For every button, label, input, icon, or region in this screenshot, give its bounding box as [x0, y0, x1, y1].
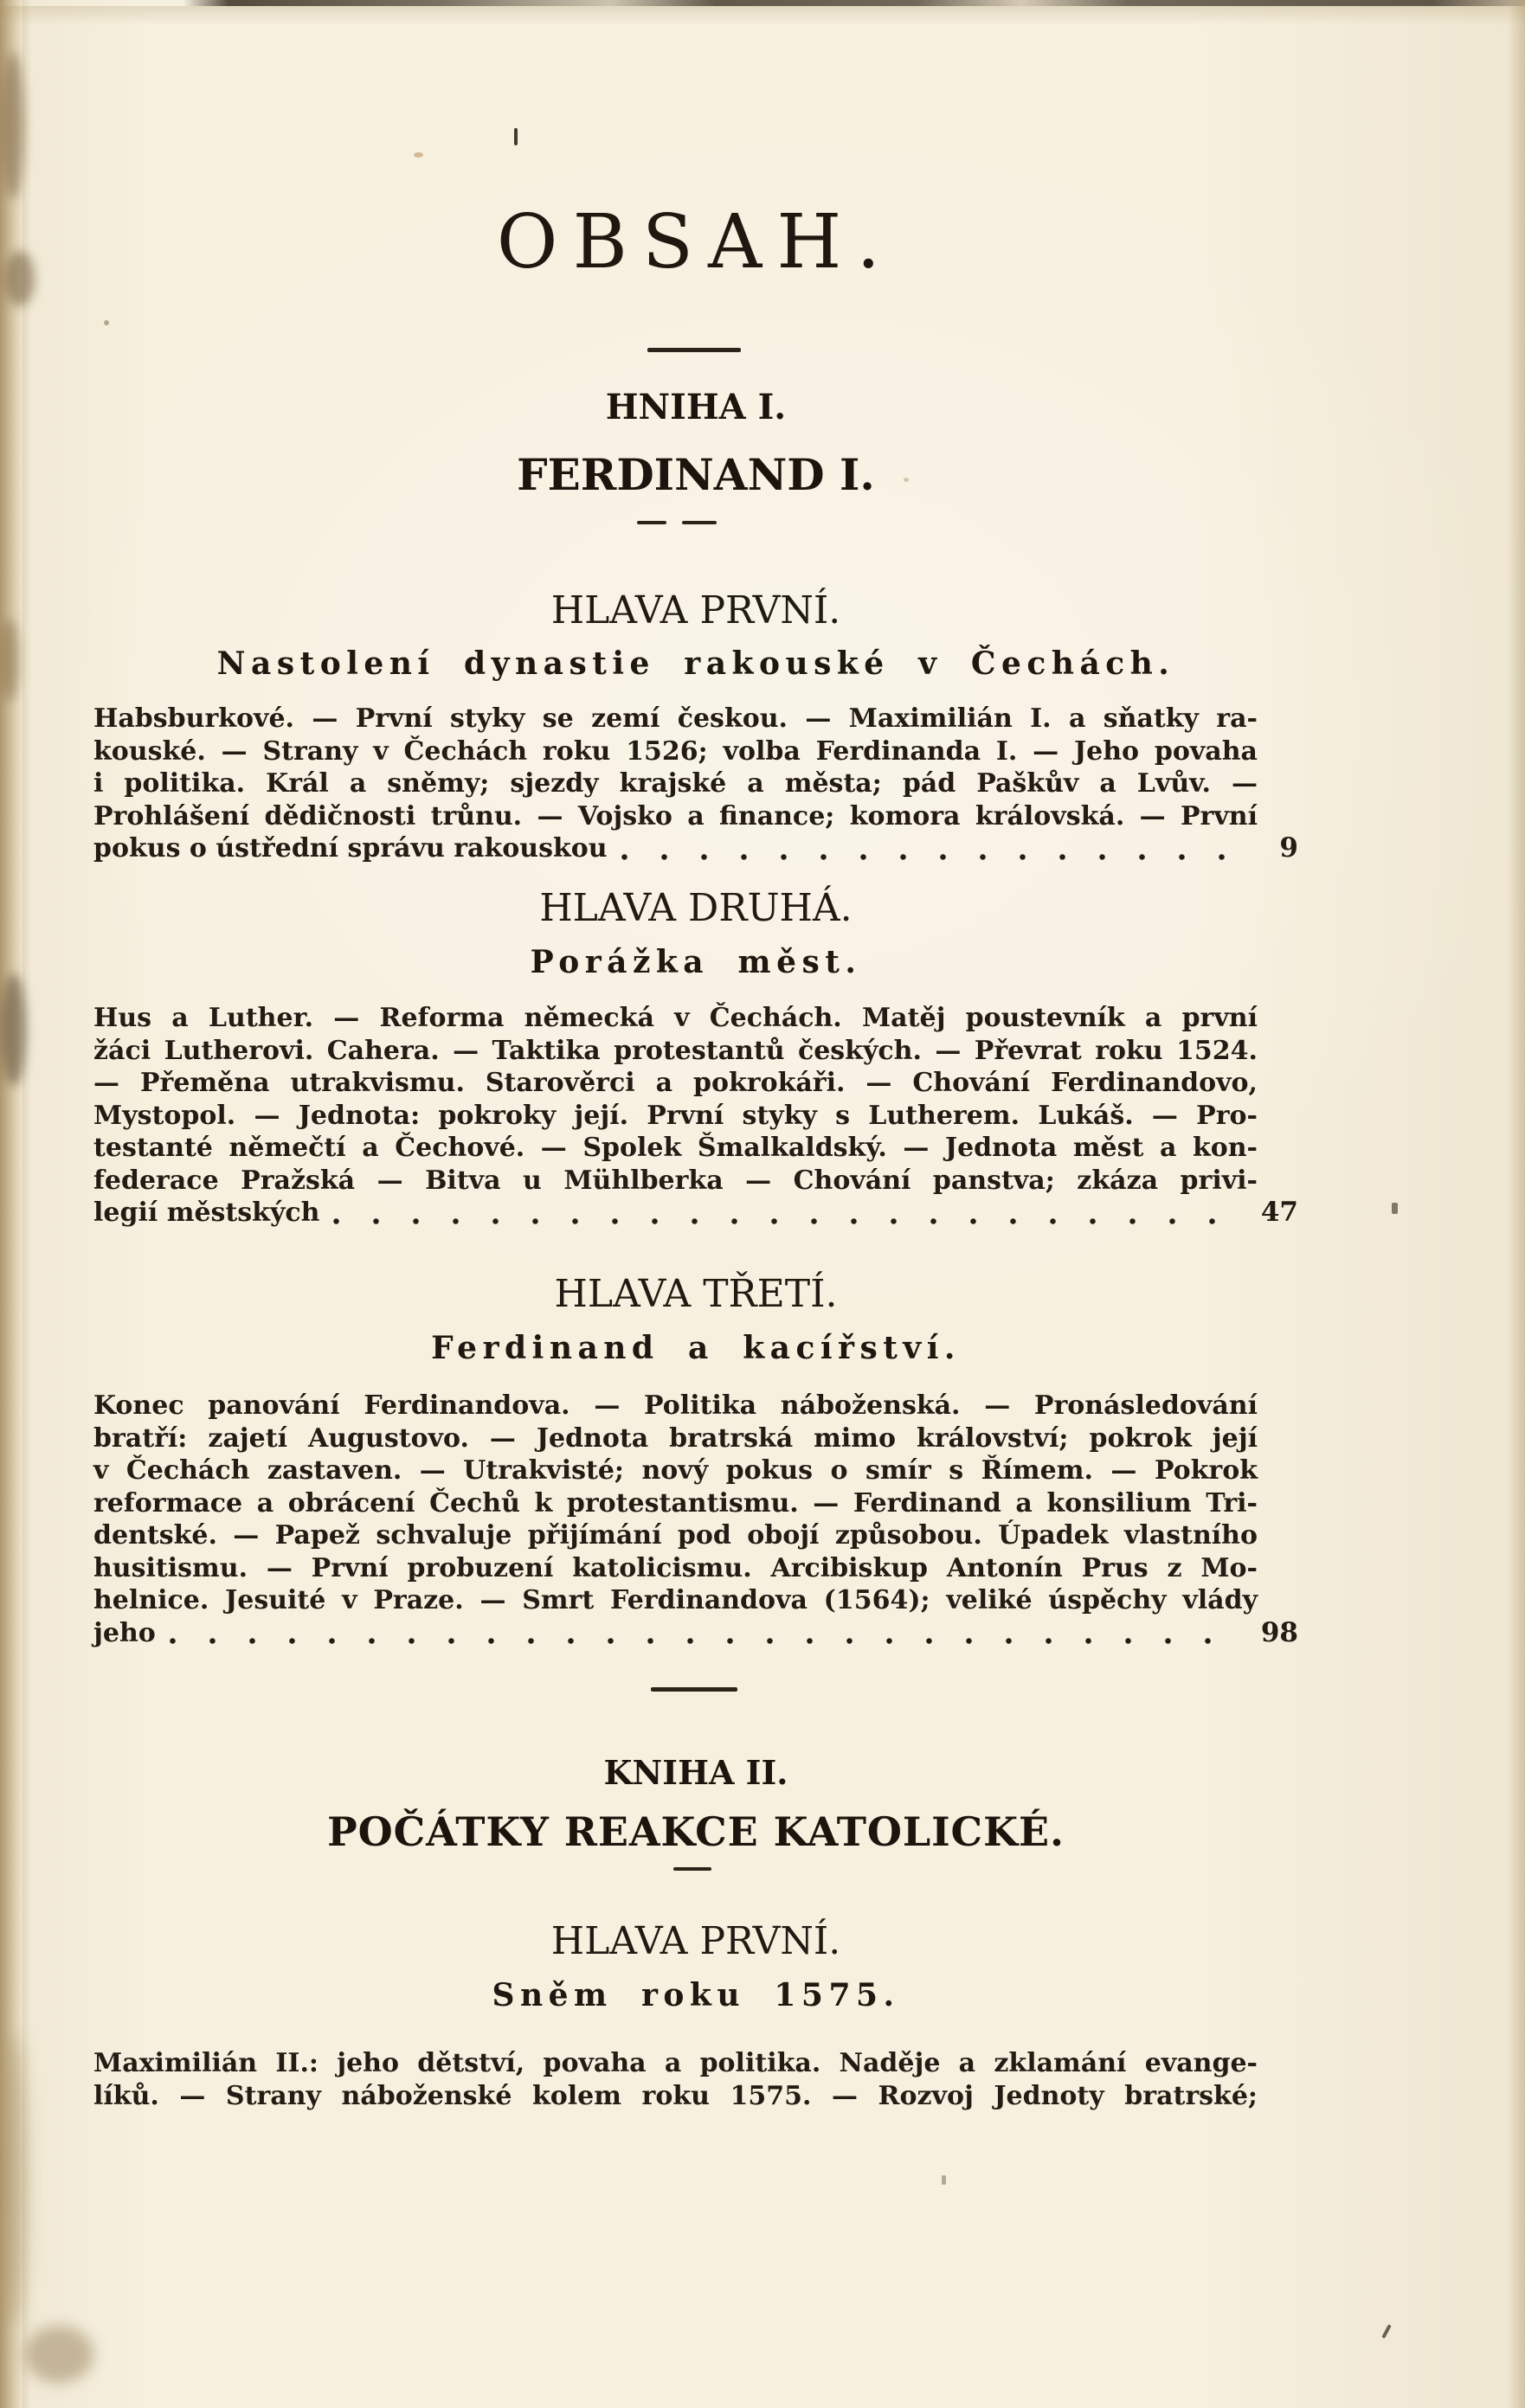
summary-line: Maximilián II.: jeho dětství, povaha a politika. Naděje a zklamání evange-	[93, 2048, 1258, 2078]
summary-line-text: pokus o ústřední správu rakouskou	[93, 833, 608, 864]
scan-edge-top	[0, 0, 1525, 6]
summary-line: helnice. Jesuité v Praze. — Smrt Ferdinandova (1564); veliké úspěchy vlády	[93, 1585, 1258, 1615]
chapter-summary	[93, 2047, 1298, 2112]
summary-line: dentské. — Papež schvaluje přijímání pod obojí způsobou. Úpadek vlastního	[93, 1520, 1258, 1551]
chapter-summary	[93, 1390, 1298, 1649]
book-1-title: FERDINAND I.	[517, 449, 875, 500]
leader-dots	[621, 854, 1236, 860]
page-number: 9	[1279, 832, 1298, 864]
summary-line: bratří: zajetí Augustovo. — Jednota bratrská mimo království; pokrok její	[93, 1422, 1258, 1454]
summary-line: husitismu. — První probuzení katolicismu. Arcibiskup Antonín Prus z Mo-	[93, 1552, 1258, 1583]
scan-blotch	[2, 973, 26, 1086]
summary-line-text: jeho	[93, 1617, 156, 1648]
summary-line-text: legií městských	[93, 1198, 320, 1228]
summary-last-line	[93, 1197, 1298, 1230]
ink-speck	[1392, 1203, 1398, 1214]
scan-blotch	[24, 2326, 93, 2383]
chapter-subtitle: Nastolení dynastie rakouské v Čechách.	[216, 645, 1175, 682]
summary-line: i politika. Král a sněmy; sjezdy krajské a města; pád Paškův a Lvův. —	[93, 768, 1258, 799]
chapter-subtitle: Porážka měst.	[530, 944, 862, 980]
double-dash-divider	[637, 521, 720, 524]
summary-line: kouské. — Strany v Čechách roku 1526; volba Ferdinanda I. — Jeho povaha	[93, 735, 1258, 767]
chapter-summary	[93, 1002, 1298, 1230]
ink-speck	[1381, 2324, 1392, 2339]
summary-line: žáci Lutherovi. Cahera. — Taktika protestantů českých. — Převrat roku 1524.	[93, 1035, 1258, 1066]
scan-blotch	[2, 52, 24, 199]
summary-line: Mystopol. — Jednota: pokroky její. První styky s Lutherem. Lukáš. — Pro-	[93, 1100, 1258, 1131]
book-1-label: HNIHA I.	[605, 387, 787, 427]
title-rule	[647, 348, 741, 352]
leader-dots	[170, 1638, 1236, 1644]
summary-last-line	[93, 1617, 1298, 1650]
book-2-label: KNIHA II.	[603, 1753, 788, 1792]
page-number: 98	[1260, 1616, 1298, 1648]
ink-speck	[414, 152, 423, 157]
chapter-summary	[93, 703, 1298, 865]
scan-edge-top-fade	[0, 6, 1525, 25]
summary-line: Hus a Luther. — Reforma německá v Čechách. Matěj poustevník a první	[93, 1003, 1258, 1033]
summary-line: líků. — Strany náboženské kolem roku 1575. — Rozvoj Jednoty bratrské;	[93, 2080, 1258, 2111]
summary-line: v Čechách zastaven. — Utrakvisté; nový pokus o smír s Římem. — Pokrok	[93, 1455, 1258, 1486]
page-number: 47	[1260, 1197, 1298, 1228]
chapter-heading: HLAVA PRVNÍ.	[550, 1919, 841, 1963]
scan-edge-right	[1508, 0, 1525, 2408]
chapter-subtitle: Sněm roku 1575.	[492, 1977, 900, 2013]
ink-speck	[942, 2175, 946, 2185]
summary-line: federace Pražská — Bitva u Mühlberka — Chování panstva; zkáza privi-	[93, 1165, 1258, 1196]
dash-divider	[673, 1867, 711, 1871]
scan-edge-left-fade	[23, 0, 31, 2408]
ink-speck	[514, 128, 518, 145]
summary-line: Prohlášení dědičnosti trůnu. — Vojsko a finance; komora královská. — První	[93, 800, 1258, 832]
chapter-subtitle: Ferdinand a kacířství.	[431, 1330, 961, 1366]
summary-line: Habsburkové. — První styky se zemí českou. — Maximilián I. a sňatky ra-	[93, 703, 1258, 734]
scan-blotch	[0, 2033, 28, 2328]
chapter-heading: HLAVA TŘETÍ.	[554, 1272, 838, 1316]
summary-line: testanté němečtí a Čechové. — Spolek Šmalkaldský. — Jednota měst a kon-	[93, 1133, 1258, 1163]
ink-speck	[104, 320, 109, 325]
summary-line: Konec panování Ferdinandova. — Politika náboženská. — Pronásledování	[93, 1390, 1258, 1421]
book-2-title: POČÁTKY REAKCE KATOLICKÉ.	[327, 1808, 1065, 1855]
section-rule	[651, 1687, 737, 1692]
chapter-heading: HLAVA PRVNÍ.	[550, 588, 841, 633]
summary-line: — Přeměna utrakvismu. Starověrci a pokrokáři. — Chování Ferdinandovo,	[93, 1068, 1258, 1098]
summary-line: reformace a obrácení Čechů k protestantismu. — Ferdinand a konsilium Tri-	[93, 1487, 1258, 1519]
chapter-heading: HLAVA DRUHÁ.	[539, 886, 853, 930]
leader-dots	[333, 1218, 1236, 1224]
scan-blotch	[5, 251, 35, 306]
toc-title: OBSAH.	[496, 199, 896, 286]
summary-last-line	[93, 832, 1298, 865]
scan-blotch	[0, 619, 19, 701]
